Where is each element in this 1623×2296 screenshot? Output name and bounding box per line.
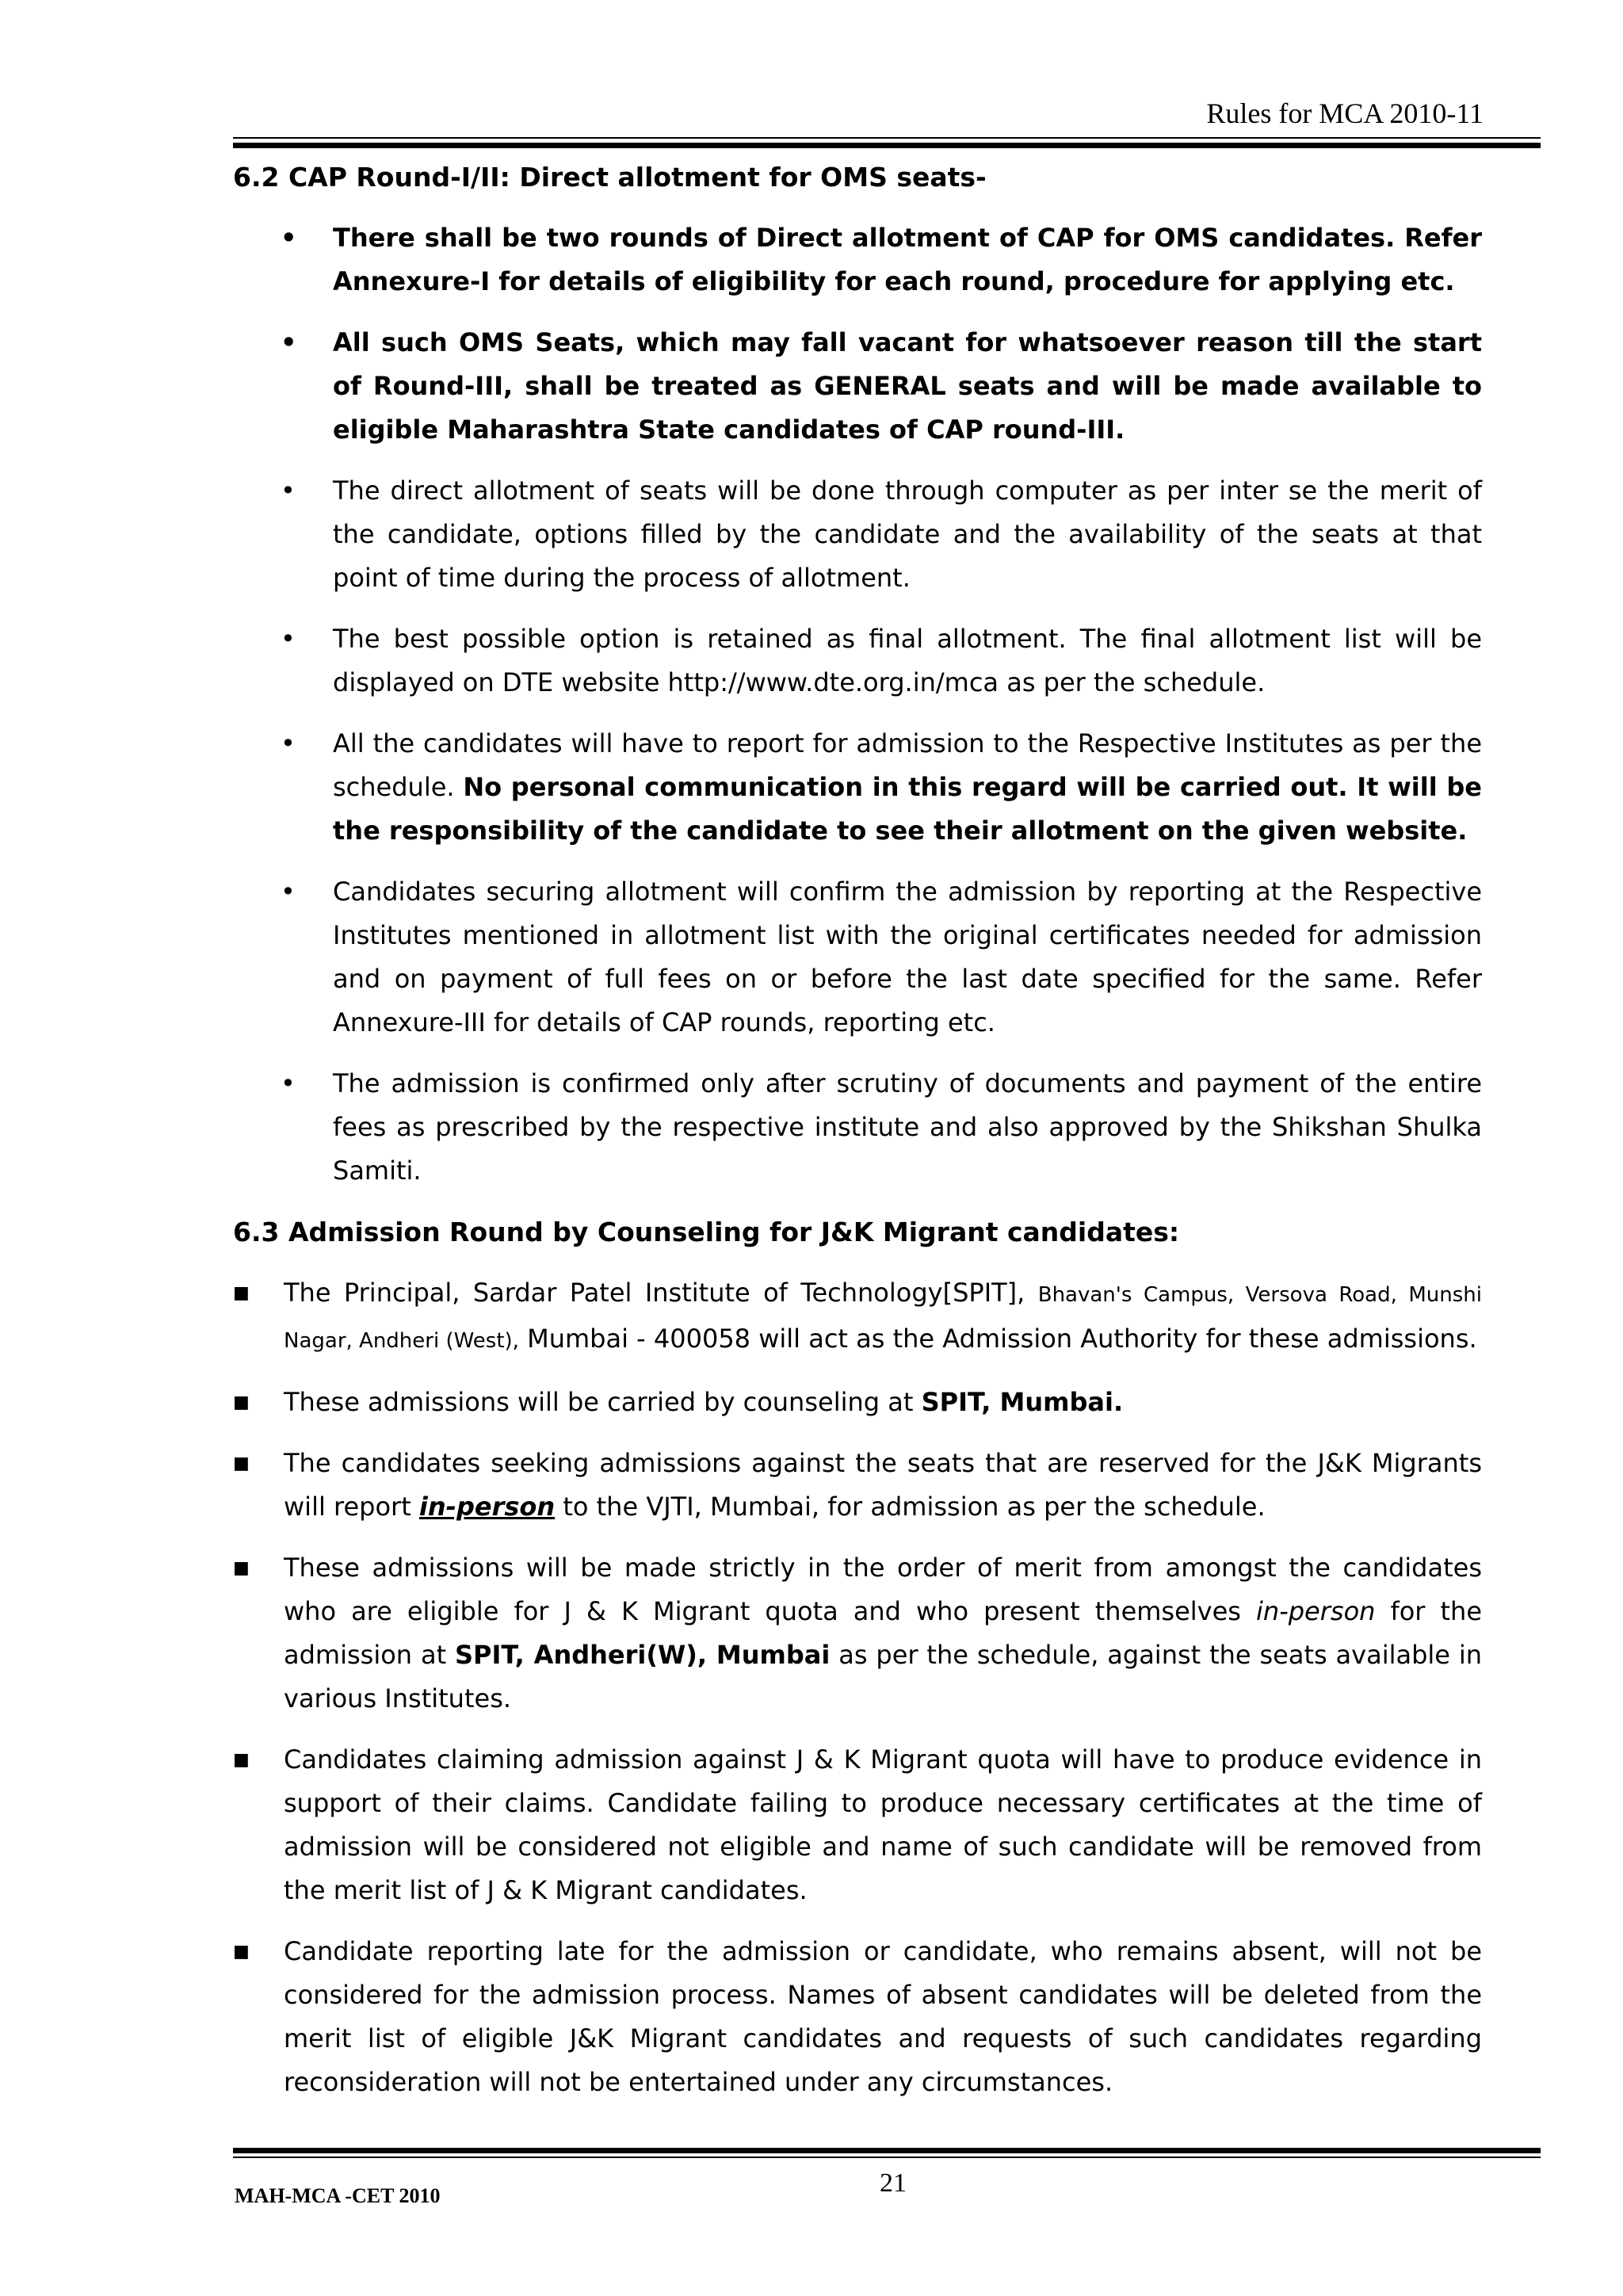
- bullet-icon: •: [281, 476, 296, 506]
- footer-rule-thin: [233, 2157, 1541, 2158]
- footer-label: MAH-MCA -CET 2010: [235, 2184, 441, 2207]
- list-item: ■ The Principal, Sardar Patel Institute of Technology[SPIT], Bhavan's Campus, Versova Road, Munshi Nagar, Andheri (West), Mumbai - 400058 will act as the Admission Authority for these admissions.: [233, 1271, 1482, 1363]
- list-item: • The direct allotment of seats will be done through computer as per inter se the merit of the candidate, options filled by the candidate and the availability of the seats at that point of time during the process of allotment.: [233, 469, 1482, 600]
- header-rule-thick: [233, 143, 1541, 148]
- list-item: • All the candidates will have to report for admission to the Respective Institutes as per the schedule. No personal communication in this regard will be carried out. It will be the responsibility of the candidate to see their allotment on the given website.: [233, 722, 1482, 853]
- list-item: ■ The candidates seeking admissions against the seats that are reserved for the J&K Migrants will report in-person to the VJTI, Mumbai, for admission as per the schedule.: [233, 1442, 1482, 1529]
- header-rule-thin: [233, 137, 1541, 139]
- footer-rule-thick: [233, 2148, 1541, 2153]
- bullet-icon: •: [281, 327, 297, 357]
- section-6-2-heading: 6.2 CAP Round-I/II: Direct allotment for OMS seats-: [233, 162, 987, 193]
- section-6-3-list: [233, 1271, 1482, 2104]
- bullet-icon: •: [281, 223, 297, 253]
- bullet-icon: •: [281, 624, 296, 654]
- page-content: [233, 155, 1482, 2122]
- list-item: ■ Candidates claiming admission against J & K Migrant quota will have to produce evidence in support of their claims. Candidate failing to produce necessary certificates at the time of admission will be considered not eligible and name of such candidate will be removed from the merit list of J & K Migrant candidates.: [233, 1738, 1482, 1912]
- square-bullet-icon: ■: [233, 1283, 250, 1303]
- square-bullet-icon: ■: [233, 1392, 250, 1412]
- list-item: ■ Candidate reporting late for the admission or candidate, who remains absent, will not be considered for the admission process. Names of absent candidates will be deleted from the merit list of eligible J&K Migrant candidates and requests of such candidates regarding reconsideration will not be entertained under any circumstances.: [233, 1930, 1482, 2104]
- bullet-icon: •: [281, 877, 296, 907]
- square-bullet-icon: ■: [233, 1942, 250, 1962]
- section-6-2-list: [233, 216, 1482, 1193]
- list-item: • All such OMS Seats, which may fall vacant for whatsoever reason till the start of Round-III, shall be treated as GENERAL seats and will be made available to eligible Maharashtra State candidates of CAP round-III.: [233, 321, 1482, 452]
- list-item: ■ These admissions will be made strictly in the order of merit from amongst the candidates who are eligible for J & K Migrant quota and who present themselves in-person for the admission at SPIT, Andheri(W), Mumbai as per the schedule, against the seats available in various Institutes.: [233, 1546, 1482, 1721]
- section-6-3-heading: 6.3 Admission Round by Counseling for J&K Migrant candidates:: [233, 1217, 1180, 1247]
- bullet-icon: •: [281, 1068, 296, 1098]
- bullet-icon: •: [281, 728, 296, 758]
- running-header: Rules for MCA 2010-11: [1206, 97, 1484, 129]
- square-bullet-icon: ■: [233, 1558, 250, 1578]
- list-item: • The admission is confirmed only after scrutiny of documents and payment of the entire fees as prescribed by the respective institute and also approved by the Shikshan Shulka Samiti.: [233, 1062, 1482, 1193]
- list-item: ■ These admissions will be carried by counseling at SPIT, Mumbai.: [233, 1381, 1482, 1424]
- square-bullet-icon: ■: [233, 1454, 250, 1473]
- list-item: • The best possible option is retained as final allotment. The final allotment list will be displayed on DTE website http://www.dte.org.in/mca as per the schedule.: [233, 617, 1482, 705]
- page-number: 21: [880, 2168, 907, 2198]
- square-bullet-icon: ■: [233, 1750, 250, 1770]
- list-item: • There shall be two rounds of Direct allotment of CAP for OMS candidates. Refer Annexure-I for details of eligibility for each round, procedure for applying etc.: [233, 216, 1482, 304]
- list-item: • Candidates securing allotment will confirm the admission by reporting at the Respective Institutes mentioned in allotment list with the original certificates needed for admission and on payment of full fees on or before the last date specified for the same. Refer Annexure-III for details of CAP rounds, reporting etc.: [233, 870, 1482, 1045]
